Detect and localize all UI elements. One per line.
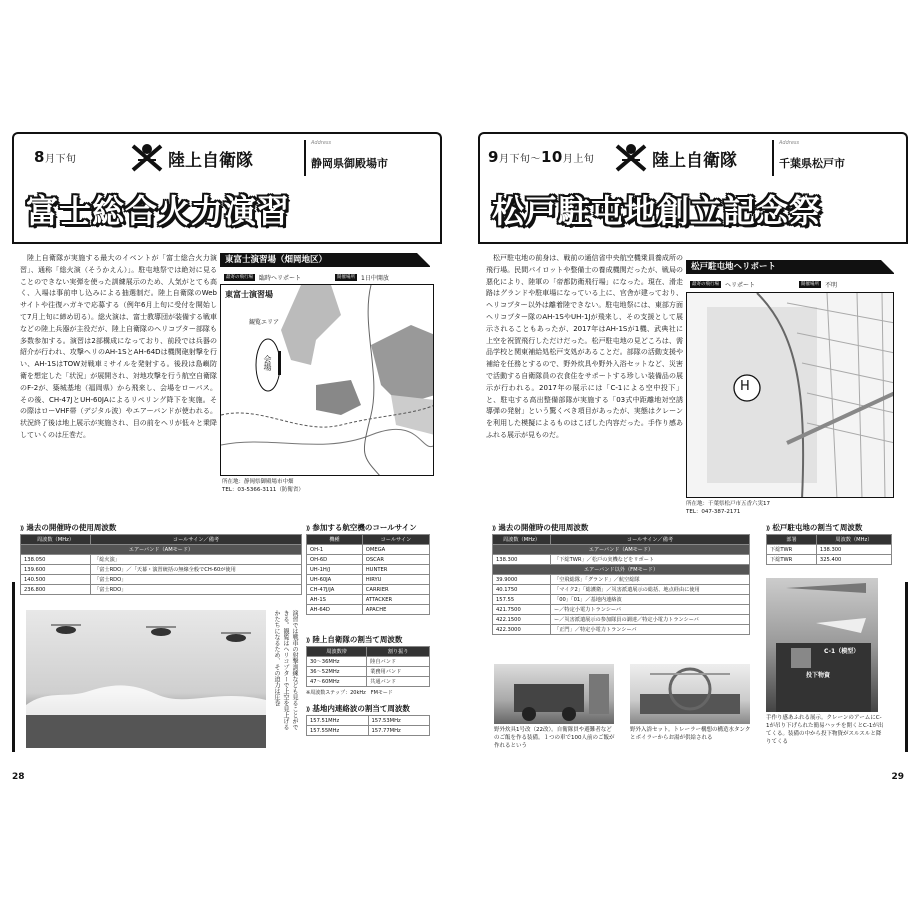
right-table1-title: ⟫ 過去の開催時の使用周波数 xyxy=(492,523,589,532)
right-address-box: Address 千葉県松戸市 xyxy=(772,140,845,176)
table-row: 39.9000 「空飛総隊」「グランド」／航空総隊 xyxy=(493,575,750,585)
right-page xyxy=(478,132,908,782)
left-map-label: 東富士演習場 xyxy=(225,290,273,299)
left-map xyxy=(220,284,434,476)
left-photo-caption: 演習では戦車の射撃訓練なども見ることができる。観覧はヘリコプターで上空を見上げるかたちになるため、その迫力は圧巻 xyxy=(273,610,298,730)
table-row: 140.500 「富士RDO」 xyxy=(21,575,302,585)
left-address-box: Address 静岡県御殿場市 xyxy=(304,140,388,176)
table-row: 422.3000 「正門」／特定小電力トランシーバ xyxy=(493,625,750,635)
table-row: OH-1 OMEGA xyxy=(307,545,430,555)
left-map-view: 観覧エリア xyxy=(249,319,280,326)
table-row: 30〜36MHz 陸自バンド xyxy=(307,657,430,667)
right-date: 9月下旬〜10月上旬 xyxy=(488,148,595,166)
left-map-venue: 会場 xyxy=(263,355,272,371)
right-table2-title: ⟫ 松戸駐屯地の割当て周波数 xyxy=(766,523,863,532)
left-page-number: 28 xyxy=(12,772,25,782)
left-freq-table: 周波数（MHz） コールサイン／備考 エアーバンド（AMモード） 138.050 「総火演」 139.600 「富士RDO」／「天幕・演習統括の無線全般でCH-60が使用 140.500 「富士RDO」 236.800 「富士RDO」 xyxy=(20,534,302,595)
c1-model-label: C-1（模型） xyxy=(824,648,860,655)
left-place-info: 最寄の飛行場 臨時ヘリポート 開催場所 1日中開放 xyxy=(226,274,389,282)
table-row: UH-60JA HIRYU xyxy=(307,575,430,585)
left-org-name: 陸上自衛隊 xyxy=(168,151,253,171)
table-row: 138.300 「下総TWR」／松戸の実機などをリポート xyxy=(493,555,750,565)
right-photo1-caption: 野外炊具1号改（22改）。自衛隊員や避難者などのご飯を作る装備。１つの車で100人前のご飯が作れるという xyxy=(494,727,615,749)
right-body: 松戸駐屯地の前身は、戦前の通信省中央航空機乗員養成所の飛行場。民間パイロットや整備士の養成機関だったが、戦局の悪化により、陸軍の「帝都防衛飛行場」になった。現在、滑走路はグランドや駐車場になっている上に、官舎が建っており、ヘリコプター以外は離着陸できない。駐屯地祭には、東部方面ヘリコプター隊のAH-1SやUH-1Jが飛来し、その支援として展示されることもあったが、2017年はAH-1Sが1機、武典社に上空を祝賀飛行しただけだった。松戸駐屯地の見どころは、需品学校と関東補給処松戸支処があることだ。部隊の活動支援や補給を任務とするので、野外炊具や野外入浴セットなど、災害で活動する自衛隊員の衣食住をサポートする珍しい装備品の展示が行われる。2017年の展示には「C-1による空中投下」と、駐屯する高出整備部隊が実施する「03式中距離地対空誘導弾の発射」という驚くべき項目があったが、実態はクレーンを利用した模擬によるものはこぼした内容だった。手作り感あふれる展示が見ものだ。 xyxy=(486,254,683,439)
table-row: 139.600 「富士RDO」／「天幕・演習統括の無線全般でCH-60が使用 xyxy=(21,565,302,575)
table-row: UH-1H/J HUNTER xyxy=(307,565,430,575)
left-table1-title: ⟫ 過去の開催時の使用周波数 xyxy=(20,523,117,532)
left-page xyxy=(12,132,442,782)
left-band-table: 周波数帯 割り振り 30〜36MHz 陸自バンド 36〜52MHz 業務用バンド 47〜60MHz 共通バンド xyxy=(306,646,430,687)
right-field-kitchen-photo xyxy=(494,664,614,724)
right-map xyxy=(686,292,894,498)
table-row: 40.1750 「マイク2」「総護衛」／災害派遣展示の総括、地点経由に使用 xyxy=(493,585,750,595)
table-row: 422.1500 ー／災害派遣展示の参加隊員の調達／特定小電力トランシーバ xyxy=(493,615,750,625)
right-address: 千葉県松戸市 xyxy=(779,157,845,170)
right-base-freq-table: 部署 周波数（MHz） 下総TWR 138.300 下総TWR 325.400 xyxy=(766,534,892,565)
heliport-h-icon: H xyxy=(740,379,750,394)
drop-cargo-label: 投下物資 xyxy=(806,672,831,679)
table-row: OH-6D OSCAR xyxy=(307,555,430,565)
right-title: 松戸駐屯地創立記念祭 xyxy=(492,192,823,230)
left-table3-title: ⟫ 陸上自衛隊の割当て周波数 xyxy=(306,635,403,644)
table-row: AH-1S ATTACKER xyxy=(307,595,430,605)
jgsdf-logo-icon xyxy=(614,140,648,174)
right-map-section: 松戸駐屯地ヘリポート xyxy=(686,260,894,274)
table-row: 157.55MHz 157.77MHz xyxy=(307,726,430,736)
right-photo2-caption: 野外入浴セット。トレーラー構想の構造水タンクとボイラーからお湯が供給される xyxy=(630,727,751,741)
right-page-number: 29 xyxy=(891,772,904,782)
right-c1-display-photo xyxy=(766,578,878,712)
table-row: 157.55 「00」「01」／基地内連絡波 xyxy=(493,595,750,605)
right-place-info: 最寄の飛行場 ヘリポート 開催場所 不明 xyxy=(692,281,838,289)
table-row: 36〜52MHz 業務用バンド xyxy=(307,667,430,677)
left-table4-title: ⟫ 基地内連絡波の割当て周波数 xyxy=(306,704,410,713)
table-row: 157.51MHz 157.53MHz xyxy=(307,716,430,726)
right-org-name: 陸上自衛隊 xyxy=(652,151,737,171)
right-map-address: 所在地：千葉県松戸市五香六実17 TEL：047-387-2171 xyxy=(686,501,770,515)
left-title: 富士総合火力演習 xyxy=(26,192,291,230)
left-date: 8月下旬 xyxy=(34,148,77,166)
table-row: 下総TWR 325.400 xyxy=(767,555,892,565)
left-band-note: ※周波数ステップ：20kHz FMモード xyxy=(306,690,393,696)
left-callsign-table: 機種 コールサイン OH-1 OMEGA OH-6D OSCAR UH-1H/J HUNTER UH-60JA HIRYU CH-47J/JA CARRIER AH-1S ATTACKER AH-64D APACHE xyxy=(306,534,430,615)
table-row: 421.7500 ー／特定小電力トランシーバ xyxy=(493,605,750,615)
table-row: 138.050 「総火演」 xyxy=(21,555,302,565)
left-base-freq-table xyxy=(306,715,430,736)
right-freq-table: 周波数（MHz） コールサイン／備考 エアーバンド（AMモード） 138.300 「下総TWR」／松戸の実機などをリポート エアーバンド以外（FMモード） 39.9000 「空飛総隊」「グランド」／航空総隊 40.1750 「マイク2」「総護衛」／災害派遣展示の総括、地点経由に使用 157.55 「00」「01」／基地内連絡波 421.7500 ー／特定小電力トランシーバ 422.1500 ー／災害派遣展示の参加隊員の調達／特定小電力トランシーバ 422.3000 「正門」／特定小電力トランシーバ xyxy=(492,534,750,635)
table-row: 下総TWR 138.300 xyxy=(767,545,892,555)
table-row: CH-47J/JA CARRIER xyxy=(307,585,430,595)
table-row: 236.800 「富士RDO」 xyxy=(21,585,302,595)
left-helicopter-photo xyxy=(26,610,266,748)
jgsdf-logo-icon xyxy=(130,140,164,174)
right-photo3-caption: 手作り感あふれる展示。クレーンのアームにC-1が吊り下げられた簡易ハッチを開くとC-1が出てくる。装備の中から投下物資がスルスルと降りてくる xyxy=(766,715,884,745)
table-row: AH-64D APACHE xyxy=(307,605,430,615)
left-body: 陸上自衛隊が実施する最大のイベントが「富士総合火力演習」、通称「総火演（そうかえん）」。駐屯地祭では絶対に見ることのできない実弾を使った訓練展示のため、人気がとても高く、入場は事前申し込みによる抽選制だ。陸上自衛隊のWebサイトや往復ハガキで応募する（例年6月上旬に受付を開始して7月上旬に締め切る）。総火演は、富士教導団が装備する戦車などの陸上兵器が主役だが、陸上自衛隊のヘリコプター部隊も多数参加する。演習は2部構成になっており、前段では兵器の紹介が行われ、攻撃ヘリのAH-1SとAH-64Dは機関砲射撃を行い、AH-1SはTOW対戦車ミサイルを発射する。後段は島嶼防衛を想定した「状況」が展開され、対地攻撃を行う航空自衛隊のF-2が、築城基地（福岡県）から飛来し、会場をローパス。その後、CH-47JとUH-60JAによるリペリング降下を実施。その際はローVHF帯（デジタル波）やエアーバンドが使われる。状況終了後は地上展示が実施され、目の前をヘリが低々と乗降していくのは圧巻だ。 xyxy=(20,254,217,439)
table-row: 47〜60MHz 共通バンド xyxy=(307,677,430,687)
right-bath-set-photo xyxy=(630,664,750,724)
left-address: 静岡県御殿場市 xyxy=(311,157,388,170)
left-map-section: 東富士演習場（畑岡地区） xyxy=(220,253,430,267)
left-map-address: 所在地：静岡県御殿場市中畑 TEL：03-5366-3111（防衛省） xyxy=(222,479,304,493)
left-table2-title: ⟫ 参加する航空機のコールサイン xyxy=(306,523,417,532)
